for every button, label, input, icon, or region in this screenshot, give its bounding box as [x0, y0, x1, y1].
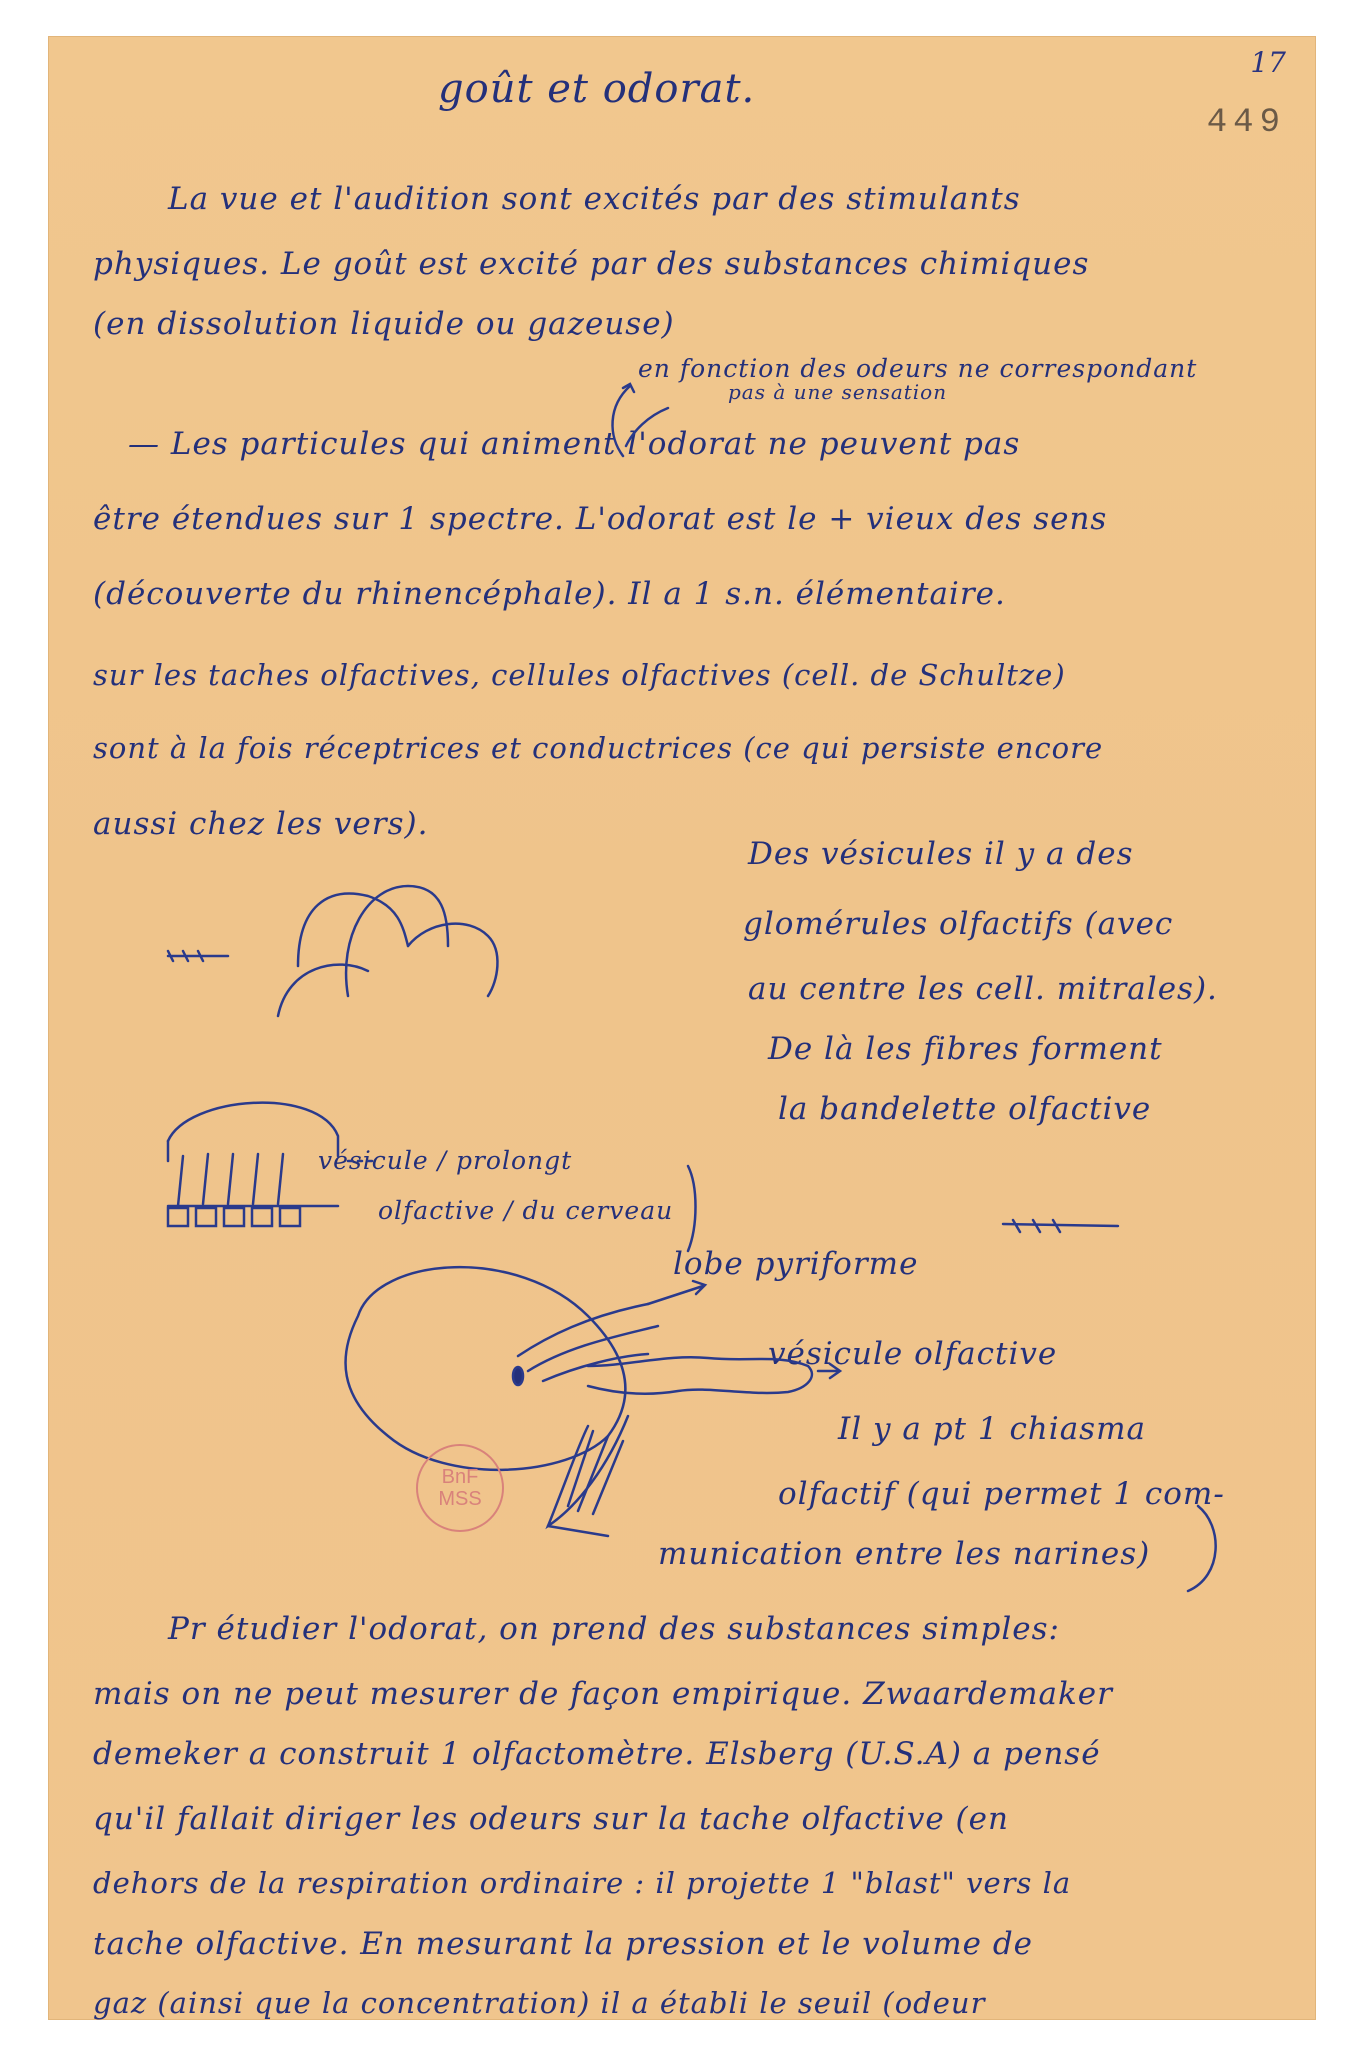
text-line: dehors de la respiration ordinaire : il projette 1 "blast" vers la	[93, 1866, 1072, 1900]
right-note: glomérules olfactifs (avec	[743, 906, 1174, 942]
text-line: aussi chez les vers).	[93, 806, 429, 842]
right-note: la bandelette olfactive	[778, 1091, 1152, 1127]
right-note: Des vésicules il y a des	[748, 836, 1134, 872]
text-line: qu'il fallait diriger les odeurs sur la tache olfactive (en	[93, 1801, 1009, 1837]
chiasma-note: munication entre les narines)	[658, 1536, 1151, 1572]
manuscript-page	[48, 36, 1316, 2020]
text-line: Pr étudier l'odorat, on prend des substances simples:	[168, 1611, 1060, 1647]
stamp-text: MSS	[438, 1488, 482, 1510]
page-title: goût et odorat.	[438, 66, 756, 112]
lobe-label: lobe pyriforme	[673, 1246, 919, 1282]
chiasma-note: Il y a pt 1 chiasma	[838, 1411, 1146, 1447]
text-line: tache olfactive. En mesurant la pression et le volume de	[93, 1926, 1034, 1962]
diagram-label: vésicule / prolongt	[318, 1146, 573, 1175]
text-line: physiques. Le goût est excité par des substances chimiques	[93, 246, 1090, 282]
text-line: mais on ne peut mesurer de façon empirique. Zwaardemaker	[93, 1676, 1113, 1712]
page-number-handwritten: 17	[1250, 46, 1286, 79]
text-line: être étendues sur 1 spectre. L'odorat est le + vieux des sens	[93, 501, 1108, 537]
text-line: sont à la fois réceptrices et conductrices (ce qui persiste encore	[93, 731, 1104, 765]
right-note: au centre les cell. mitrales).	[748, 971, 1218, 1007]
right-note: De là les fibres forment	[768, 1031, 1163, 1067]
text-line: sur les taches olfactives, cellules olfactives (cell. de Schultze)	[93, 658, 1066, 692]
chiasma-note: olfactif (qui permet 1 com-	[778, 1476, 1225, 1512]
text-line: gaz (ainsi que la concentration) il a établi le seuil (odeur	[93, 1986, 986, 2020]
sketches	[48, 36, 1316, 2020]
page-number-stamp: 449	[1206, 104, 1286, 142]
insert-note: en fonction des odeurs ne correspondant	[638, 354, 1198, 383]
text-line: demeker a construit 1 olfactomètre. Elsberg (U.S.A) a pensé	[93, 1736, 1101, 1772]
text-line: (en dissolution liquide ou gazeuse)	[93, 306, 675, 342]
insert-note: pas à une sensation	[728, 380, 948, 404]
text-line: — Les particules qui animent l'odorat ne peuvent pas	[128, 426, 1021, 462]
text-line: La vue et l'audition sont excités par des stimulants	[168, 181, 1021, 217]
diagram-label: olfactive / du cerveau	[378, 1196, 674, 1225]
vesicule-label: vésicule olfactive	[768, 1336, 1058, 1372]
stamp-text: BnF	[441, 1466, 479, 1488]
text-line: (découverte du rhinencéphale). Il a 1 s.n. élémentaire.	[93, 576, 1006, 612]
library-stamp	[416, 1444, 504, 1532]
